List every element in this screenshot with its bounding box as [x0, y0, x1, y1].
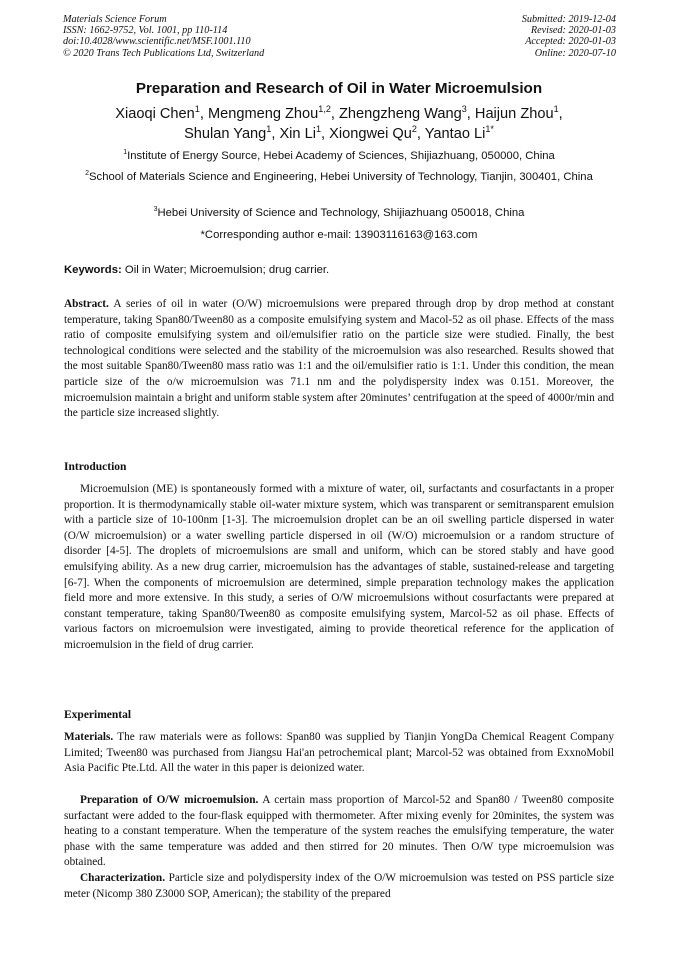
dates-header [522, 14, 616, 59]
materials-paragraph [64, 730, 614, 777]
author: Zhengzheng Wang$^3$, [338, 104, 475, 122]
issn-line: ISSN: 1662-9752, Vol. 1001, pp 110-114 [63, 25, 228, 37]
author: Xiaoqi Chen$^1$, [115, 104, 208, 122]
keywords [64, 262, 616, 278]
materials-label: Materials. [64, 731, 114, 743]
journal-name: Materials Science Forum [63, 14, 167, 25]
introduction-heading: Introduction [64, 461, 127, 473]
experimental-heading: Experimental [64, 709, 132, 721]
paper-title: Preparation and Research of Oil in Water Microemulsion [135, 80, 543, 97]
keywords-label: Keywords: [64, 264, 122, 276]
materials-text: The raw materials were as follows: Span80 was supplied by Tianjin YongDa Chemical Reagent Company Limited; Tween80 was purchased from Jiangsu Hai'an petrochemical plant; Marcol-52 was obtained from ExxnoMobil Asia Pacific Pte.Ltd. All the water in this paper is deionized water. [64, 731, 614, 775]
author: Yantao $Li^{1*}$ [424, 124, 494, 142]
affiliation-3: $^3$Hebei University of Science and Technology, Shijiazhuang 050018, China [153, 206, 525, 219]
corresponding-author: *Corresponding author e-mail: 13903116163@163.com [200, 229, 478, 241]
doi-line: doi:10.4028/www.scientific.net/MSF.1001.110 [63, 36, 251, 48]
preparation-paragraph [64, 793, 614, 871]
author: Shulan Yang$^1$, [184, 124, 280, 142]
preparation-label: Preparation of O/W microemulsion. [80, 794, 259, 806]
introduction-text: Microemulsion (ME) is spontaneously formed with a mixture of water, oil, surfactants and cosurfactants in a proper proportion. It is thermodynamically stable oil-water mixture system, which was transparent or semitransparent emulsion with a particle size of 10-100nm [1-3]. The microemulsion droplet can be an oil swelling particle dispersed in water (O/W microemulsion) or a water swelling particle dispersed in oil (W/O) microemulsion or a random structure of disorder [4-5]. The droplets of microemulsions are small and uniform, which can be stored stably and have good emulsifying ability. As a new drug carrier, microemulsion has the advantages of stable, sustained-release and targeting [6-7]. When the components of microemulsion are determined, simple preparation technology makes the application field more and more extensive. In this study, a series of O/W microemulsions without cosurfactants were prepared at constant temperature, taking Span80/Tween80 as composite emulsifying system, Marcol-52 as oil phase. Effects of various factors on microemulsion were investigated, aiming to provide theoretical reference for the application of microemulsion in the field of drug carrier. [64, 483, 614, 651]
author: Xin Li$^1$, [279, 124, 330, 142]
abstract [64, 297, 614, 422]
keywords-text: Oil in Water; Microemulsion; drug carrier. [124, 264, 330, 276]
author-list [48, 104, 630, 144]
author: Haijun Zhou$^1$, [474, 104, 563, 122]
copyright-line: © 2020 Trans Tech Publications Ltd, Switzerland [63, 47, 265, 59]
characterization-text: Particle size and polydispersity index of the O/W microemulsion was tested on PSS particle size meter (Nicomp 380 Z3000 SOP, American); the stability of the prepared [64, 872, 615, 900]
online-date: Online: 2020-07-10 [534, 47, 616, 59]
submitted-date: Submitted: 2019-12-04 [521, 14, 616, 25]
revised-date: Revised: 2020-01-03 [530, 25, 616, 37]
author: Xiongwei Qu$^2$, [329, 124, 425, 142]
journal-header [63, 14, 264, 59]
characterization-label: Characterization. [80, 872, 166, 884]
abstract-text: A series of oil in water (O/W) microemulsions were prepared through drop by drop method at constant temperature, taking Span80/Tween80 as a composite emulsifying system and Macol-52 as oil phase. Effects of the mass ratio of composite emulsifying system and oil/emulsifier ratio on the particle size were studied. Finally, the best technological conditions were selected and the stability of the microemulsion was also researched. Results showed that the most suitable Span80/Tween80 mass ratio was 1:1 and the oil/emulsifier ratio is 1:1. Under this condition, the mean particle size of the o/w microemulsion was 71.1 nm and the polydispersity index was 0.151. Moreover, the microemulsion maintain a bright and uniform stable system after 20minutes’ centrifugation at the speed of 4000r/min and the particle size increased slightly. [64, 298, 615, 420]
affiliation-2: $^2$School of Materials Science and Engineering, Hebei University of Technology, Tianjin, 300401, China [85, 170, 593, 183]
characterization-paragraph [64, 871, 614, 902]
author: Mengmeng Zhou$^{1,2}$, [207, 104, 339, 122]
abstract-label: Abstract. [64, 298, 109, 310]
accepted-date: Accepted: 2020-01-03 [525, 36, 616, 48]
preparation-text: A certain mass proportion of Marcol-52 and Span80 / Tween80 composite surfactant were added to the four-flask equipped with thermometer. After mixing evenly for 20minites, the system was heating to a constant temperature. When the temperature of the system reaches the emulsifying temperature, the water phase with the same temperature was added and then stirred for 20 minutes. Then O/W type microemulsion was obtained. [64, 794, 614, 869]
affiliation-1: $^1$Institute of Energy Source, Hebei Academy of Sciences, Shijiazhuang, 050000, China [123, 149, 555, 162]
